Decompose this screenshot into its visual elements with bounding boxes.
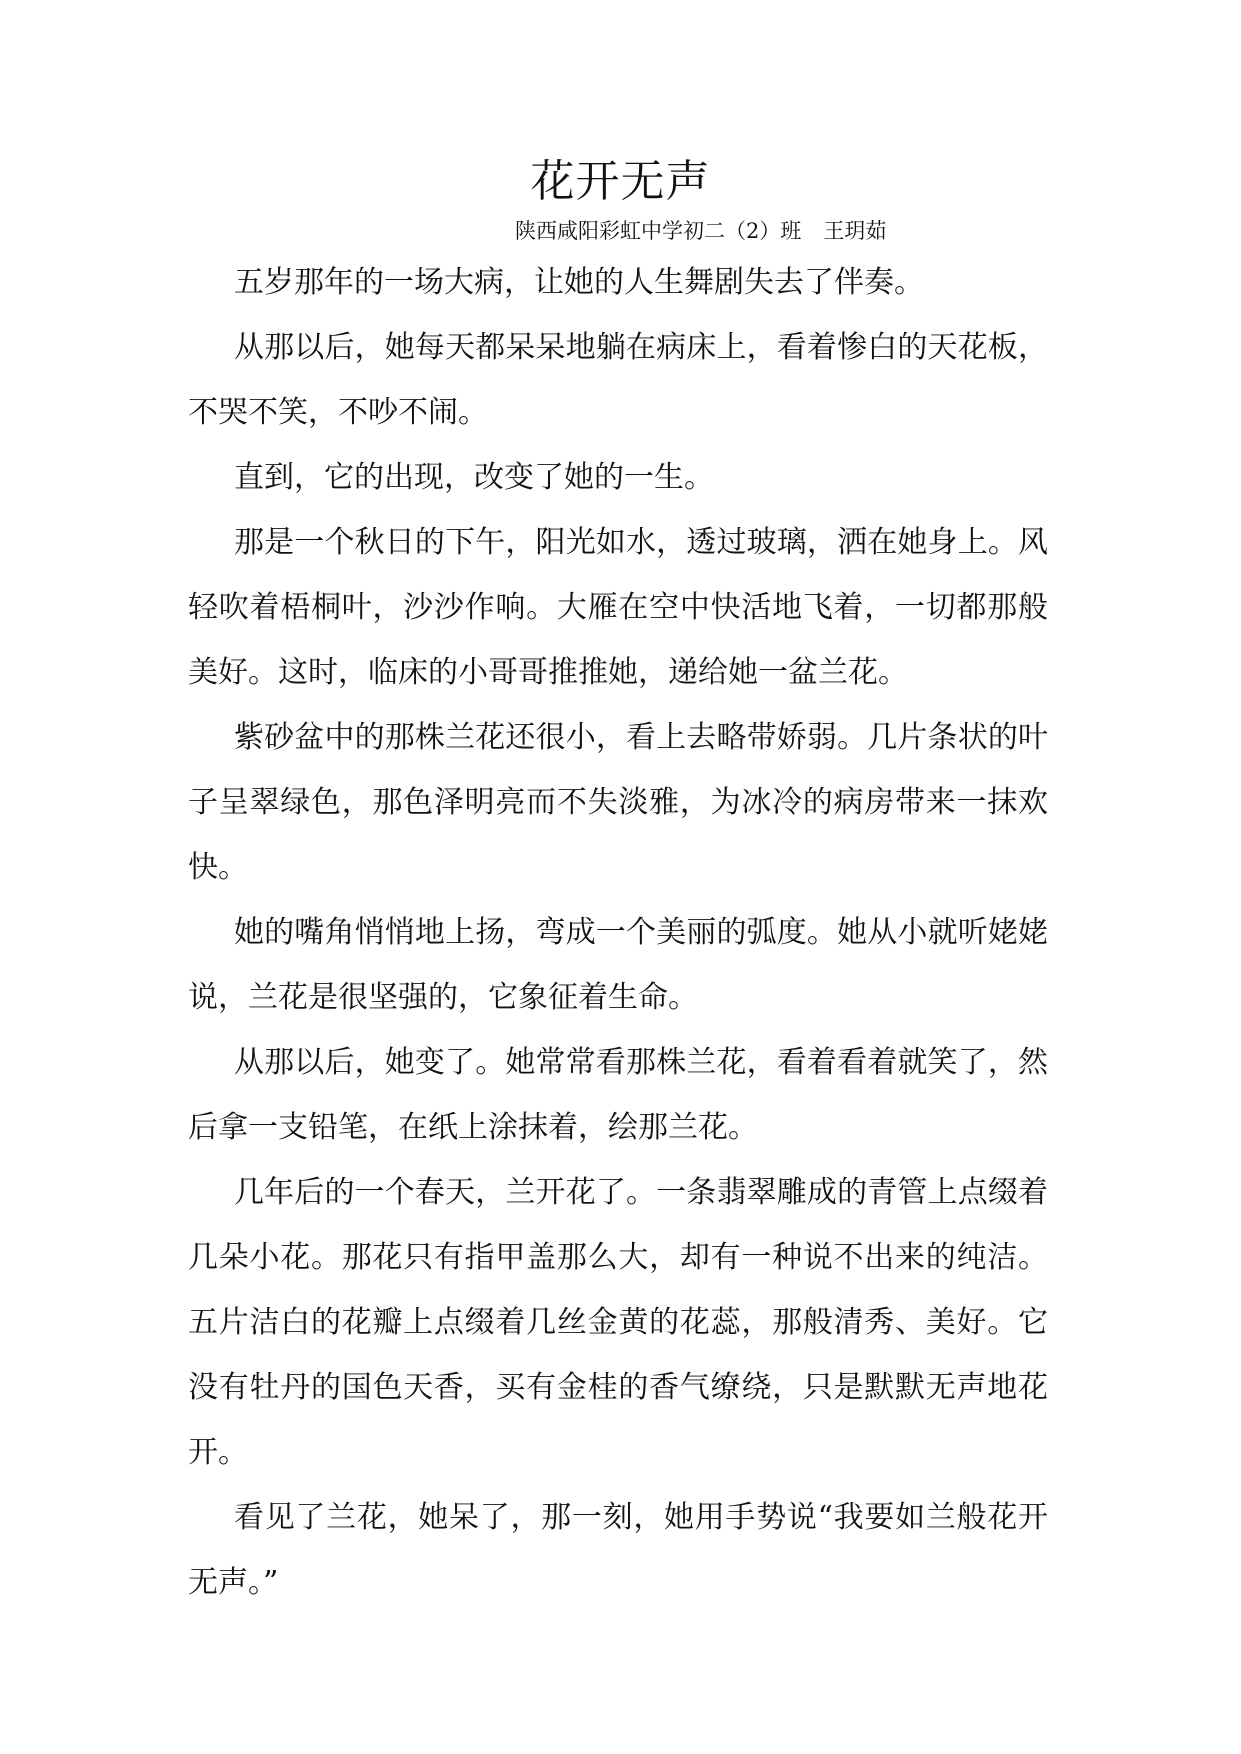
byline — [515, 216, 886, 246]
byline-school-class: 陕西咸阳彩虹中学初二（2）班 — [515, 219, 802, 243]
paragraph: 那是一个秋日的下午，阳光如水，透过玻璃，洒在她身上。风轻吹着梧桐叶，沙沙作响。大雁在空中快活地飞着，一切都那般美好。这时，临床的小哥哥推推她，递给她一盆兰花。 — [188, 525, 1048, 690]
paragraph: 几年后的一个春天，兰开花了。一条翡翠雕成的青管上点缀着几朵小花。那花只有指甲盖那么大，却有一种说不出来的纯洁。五片洁白的花瓣上点缀着几丝金黄的花蕊，那般清秀、美好。它没有牡丹的国色天香，买有金桂的香气缭绕，只是默默无声地花开。 — [188, 1175, 1048, 1470]
byline-author: 王玥茹 — [823, 219, 887, 243]
paragraph: 紫砂盆中的那株兰花还很小，看上去略带娇弱。几片条状的叶子呈翠绿色，那色泽明亮而不失淡雅，为冰冷的病房带来一抹欢快。 — [188, 720, 1048, 885]
paragraph: 五岁那年的一场大病，让她的人生舞剧失去了伴奏。 — [234, 265, 924, 300]
article-body — [188, 250, 1048, 1615]
document-title: 花开无声 — [530, 156, 711, 207]
paragraph: 从那以后，她每天都呆呆地躺在病床上，看着惨白的天花板，不哭不笑，不吵不闹。 — [188, 330, 1048, 430]
paragraph: 从那以后，她变了。她常常看那株兰花，看着看着就笑了，然后拿一支铅笔，在纸上涂抹着，绘那兰花。 — [188, 1045, 1048, 1145]
paragraph: 看见了兰花，她呆了，那一刻，她用手势说“我要如兰般花开无声。” — [188, 1500, 1048, 1600]
paragraph: 直到，它的出现，改变了她的一生。 — [234, 460, 714, 495]
paragraph: 她的嘴角悄悄地上扬，弯成一个美丽的弧度。她从小就听姥姥说，兰花是很坚强的，它象征着生命。 — [188, 915, 1048, 1015]
